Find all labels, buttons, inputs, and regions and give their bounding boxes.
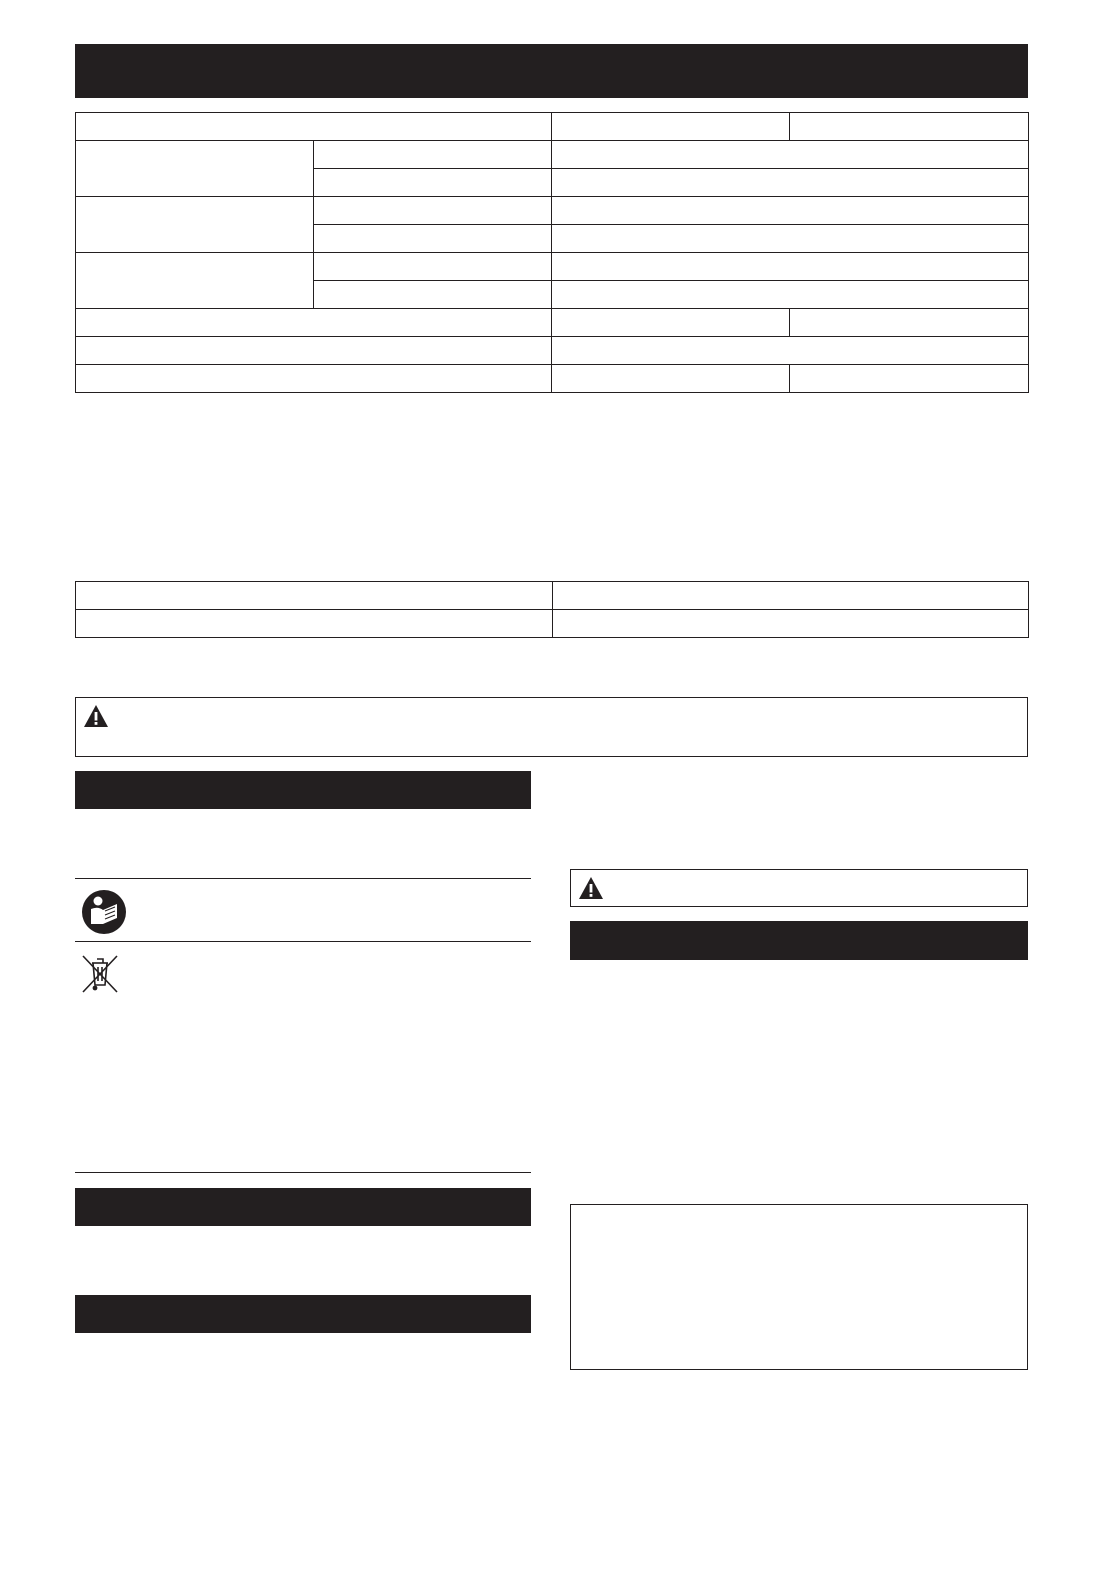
battery-table: [75, 581, 1029, 638]
caution-box: [570, 869, 1028, 907]
table-cell: [790, 365, 1029, 393]
warning-triangle-icon: [578, 876, 604, 900]
table-cell: [790, 309, 1029, 337]
table-cell: [552, 141, 1029, 169]
table-row: [76, 113, 1029, 141]
table-cell: [76, 113, 552, 141]
crossed-out-wheeled-bin-icon: [80, 953, 120, 995]
table-row: [76, 610, 1029, 638]
table-cell: [314, 225, 552, 253]
note-box: [570, 1204, 1028, 1370]
divider: [75, 878, 531, 879]
divider: [75, 941, 531, 942]
section-bar: [570, 921, 1028, 960]
table-cell: [76, 582, 553, 610]
section-bar: [75, 1188, 531, 1226]
table-cell: [790, 113, 1029, 141]
table-cell: [76, 309, 552, 337]
table-row: [76, 141, 1029, 169]
warning-triangle-icon: [83, 704, 109, 728]
section-bar: [75, 1295, 531, 1333]
table-row: [76, 309, 1029, 337]
section-bar: [75, 771, 531, 809]
divider: [75, 1172, 531, 1173]
table-row: [76, 365, 1029, 393]
table-row: [76, 337, 1029, 365]
table-cell: [314, 197, 552, 225]
table-cell: [552, 281, 1029, 309]
read-manual-icon: [81, 889, 127, 935]
table-cell: [553, 610, 1029, 638]
table-cell: [552, 309, 790, 337]
table-cell: [314, 253, 552, 281]
table-cell: [314, 169, 552, 197]
table-cell: [76, 365, 552, 393]
table-cell: [76, 197, 314, 253]
table-cell: [552, 365, 790, 393]
table-cell: [76, 337, 552, 365]
title-bar: [75, 44, 1028, 98]
table-cell: [76, 141, 314, 197]
table-row: [76, 197, 1029, 225]
specifications-table: [75, 112, 1029, 393]
table-cell: [314, 281, 552, 309]
table-cell: [552, 337, 1029, 365]
table-cell: [552, 253, 1029, 281]
table-row: [76, 582, 1029, 610]
table-cell: [553, 582, 1029, 610]
table-cell: [552, 225, 1029, 253]
table-row: [76, 253, 1029, 281]
table-cell: [314, 141, 552, 169]
table-cell: [552, 169, 1029, 197]
table-cell: [76, 610, 553, 638]
table-cell: [552, 113, 790, 141]
warning-box: [75, 697, 1028, 757]
table-cell: [76, 253, 314, 309]
table-cell: [552, 197, 1029, 225]
